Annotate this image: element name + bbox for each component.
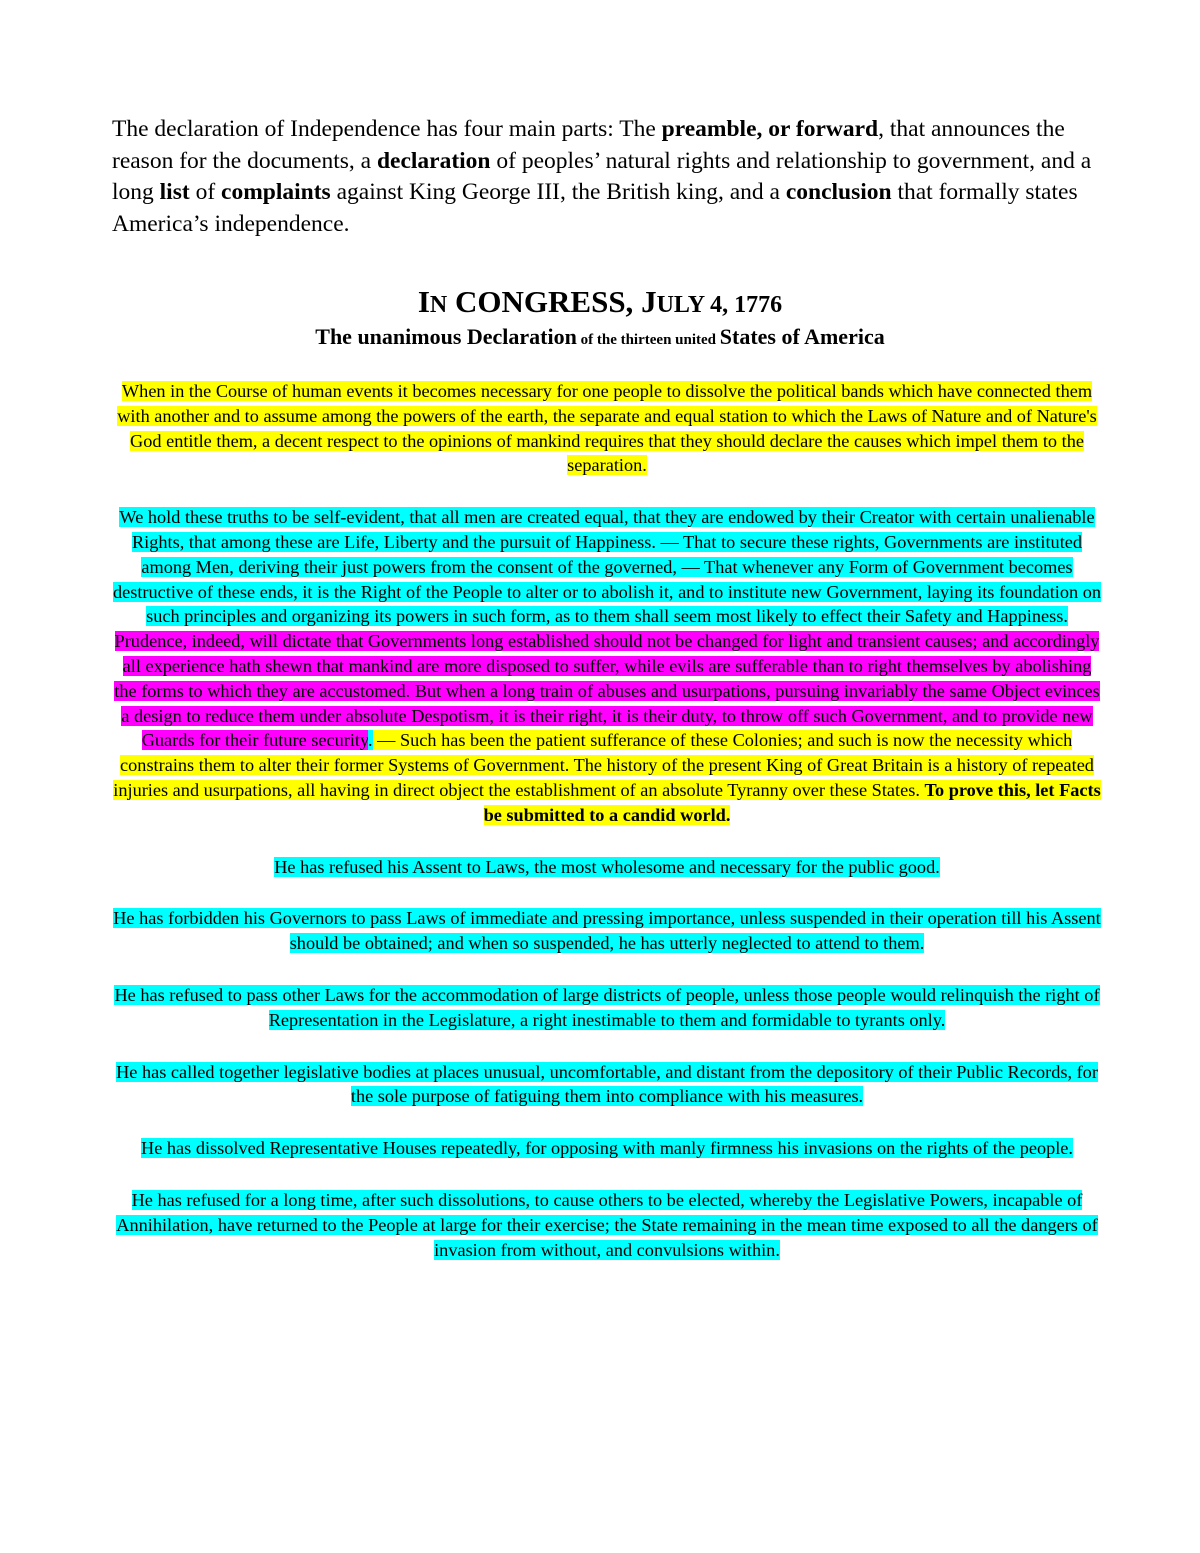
grievance-2: He has forbidden his Governors to pass Laws of immediate and pressing importance, unless suspended in their operation till his Assent should be obtained; and when so suspended, he has utterly neglected to attend to them.: [113, 908, 1101, 954]
grievance-4: He has called together legislative bodies at places unusual, uncomfortable, and distant from the depository of their Public Records, for the sole purpose of fatiguing them into compliance with his measures.: [116, 1061, 1098, 1107]
facts-bold-highlight: To prove this, let Facts be submitted to a candid world.: [483, 779, 1101, 825]
intro-text-4: of: [189, 179, 222, 205]
rights-dot: .: [367, 730, 373, 751]
title-small-caps-n: N: [429, 292, 448, 318]
prudence-magenta-highlight: Prudence, indeed, will dictate that Governments long established should not be changed for light and transient causes; and accordingly all experience hath shewn that mankind are more disposed to suffer, while evils are sufferable than to right themselves by abolishing the forms to which they are accustomed. But when a long train of abuses and usurpations, pursuing invariably the same Object evinces a design to reduce them under absolute Despotism, it is their right, it is their duty, to throw off such Government, and to provide new Guards for their future security: [114, 631, 1100, 751]
grievance-paragraph: [112, 1188, 1102, 1262]
preamble-highlight: When in the Course of human events it becomes necessary for one people to dissolve the political bands which have connected them with another and to assume among the powers of the earth, the separate and equal station to which the Laws of Nature and of Nature's God entitle them, a decent respect to the opinions of mankind requires that they should declare the causes which impel them to the separation.: [117, 381, 1097, 476]
intro-text-3: of peoples’ natural rights and relationship to government, and a long: [112, 147, 1092, 205]
rights-cyan-highlight: We hold these truths to be self-evident, that all men are created equal, that they are endowed by their Creator with certain unalienable Rights, that among these are Life, Liberty and the pursuit of Happiness. — That to secure these rights, Governments are instituted among Men, deriving their just powers from the consent of the governed, — That whenever any Form of Government becomes destructive of these ends, it is the Right of the People to alter or to abolish it, and to institute new Government, laying its foundation on such principles and organizing its powers in such form, as to them shall seem most likely to effect their Safety and Happiness.: [112, 507, 1102, 627]
grievance-1: He has refused his Assent to Laws, the most wholesome and necessary for the public good.: [274, 856, 940, 877]
intro-term-list: list: [159, 179, 190, 205]
title-congress: CONGRESS,: [447, 284, 642, 319]
intro-text-5: against King George III, the British king, and a: [330, 179, 786, 205]
grievance-paragraph: [112, 983, 1102, 1033]
intro-text-2: , that announces the reason for the documents, a: [112, 116, 1065, 174]
intro-paragraph: [112, 114, 1102, 240]
grievance-paragraph: [112, 906, 1102, 956]
grievance-paragraph: [112, 855, 1102, 880]
subtitle-part-1: The unanimous Declaration: [315, 324, 577, 349]
grievance-6: He has refused for a long time, after such dissolutions, to cause others to be elected, whereby the Legislative Powers, incapable of Annihilation, have returned to the People at large for their exercise; the State remaining in the mean time exposed to all the dangers of invasion from without, and convulsions within.: [116, 1189, 1098, 1260]
sufferance-yellow-highlight: — Such has been the patient sufferance of these Colonies; and such is now the necessity which constrains them to alter their former Systems of Government. The history of the present King of Great Britain is a history of repeated injuries and usurpations, all having in direct object the establishment of an absolute Tyranny over these States.: [113, 730, 1094, 800]
subtitle-part-3: States of America: [719, 324, 885, 349]
intro-term-complaints: complaints: [221, 179, 331, 205]
intro-term-conclusion: conclusion: [785, 179, 892, 205]
intro-text-1: The declaration of Independence has four main parts: The: [112, 116, 662, 142]
title-initial-j: J: [641, 284, 657, 319]
grievance-paragraph: [112, 1136, 1102, 1161]
intro-term-preamble: preamble, or forward: [661, 116, 879, 142]
title-initial-i: I: [417, 284, 430, 319]
title-small-caps-uly: ULY: [656, 292, 705, 318]
intro-text-6: that formally states America’s independence.: [112, 179, 1078, 237]
rights-paragraph: [112, 505, 1102, 827]
grievance-5: He has dissolved Representative Houses repeatedly, for opposing with manly firmness his invasions on the rights of the people.: [141, 1138, 1073, 1159]
grievance-paragraph: [112, 1060, 1102, 1110]
document-subtitle: [0, 322, 1200, 355]
grievance-3: He has refused to pass other Laws for the accommodation of large districts of people, unless those people would relinquish the right of Representation in the Legislature, a right inestimable to them and formidable to tyrants only.: [114, 984, 1100, 1030]
declaration-body: [112, 379, 1102, 1289]
preamble-paragraph: [112, 379, 1102, 478]
intro-term-declaration: declaration: [376, 147, 491, 174]
title-date: 4, 1776: [704, 292, 783, 318]
document-title: [0, 282, 1200, 325]
subtitle-part-2: of the thirteen united: [576, 332, 720, 348]
